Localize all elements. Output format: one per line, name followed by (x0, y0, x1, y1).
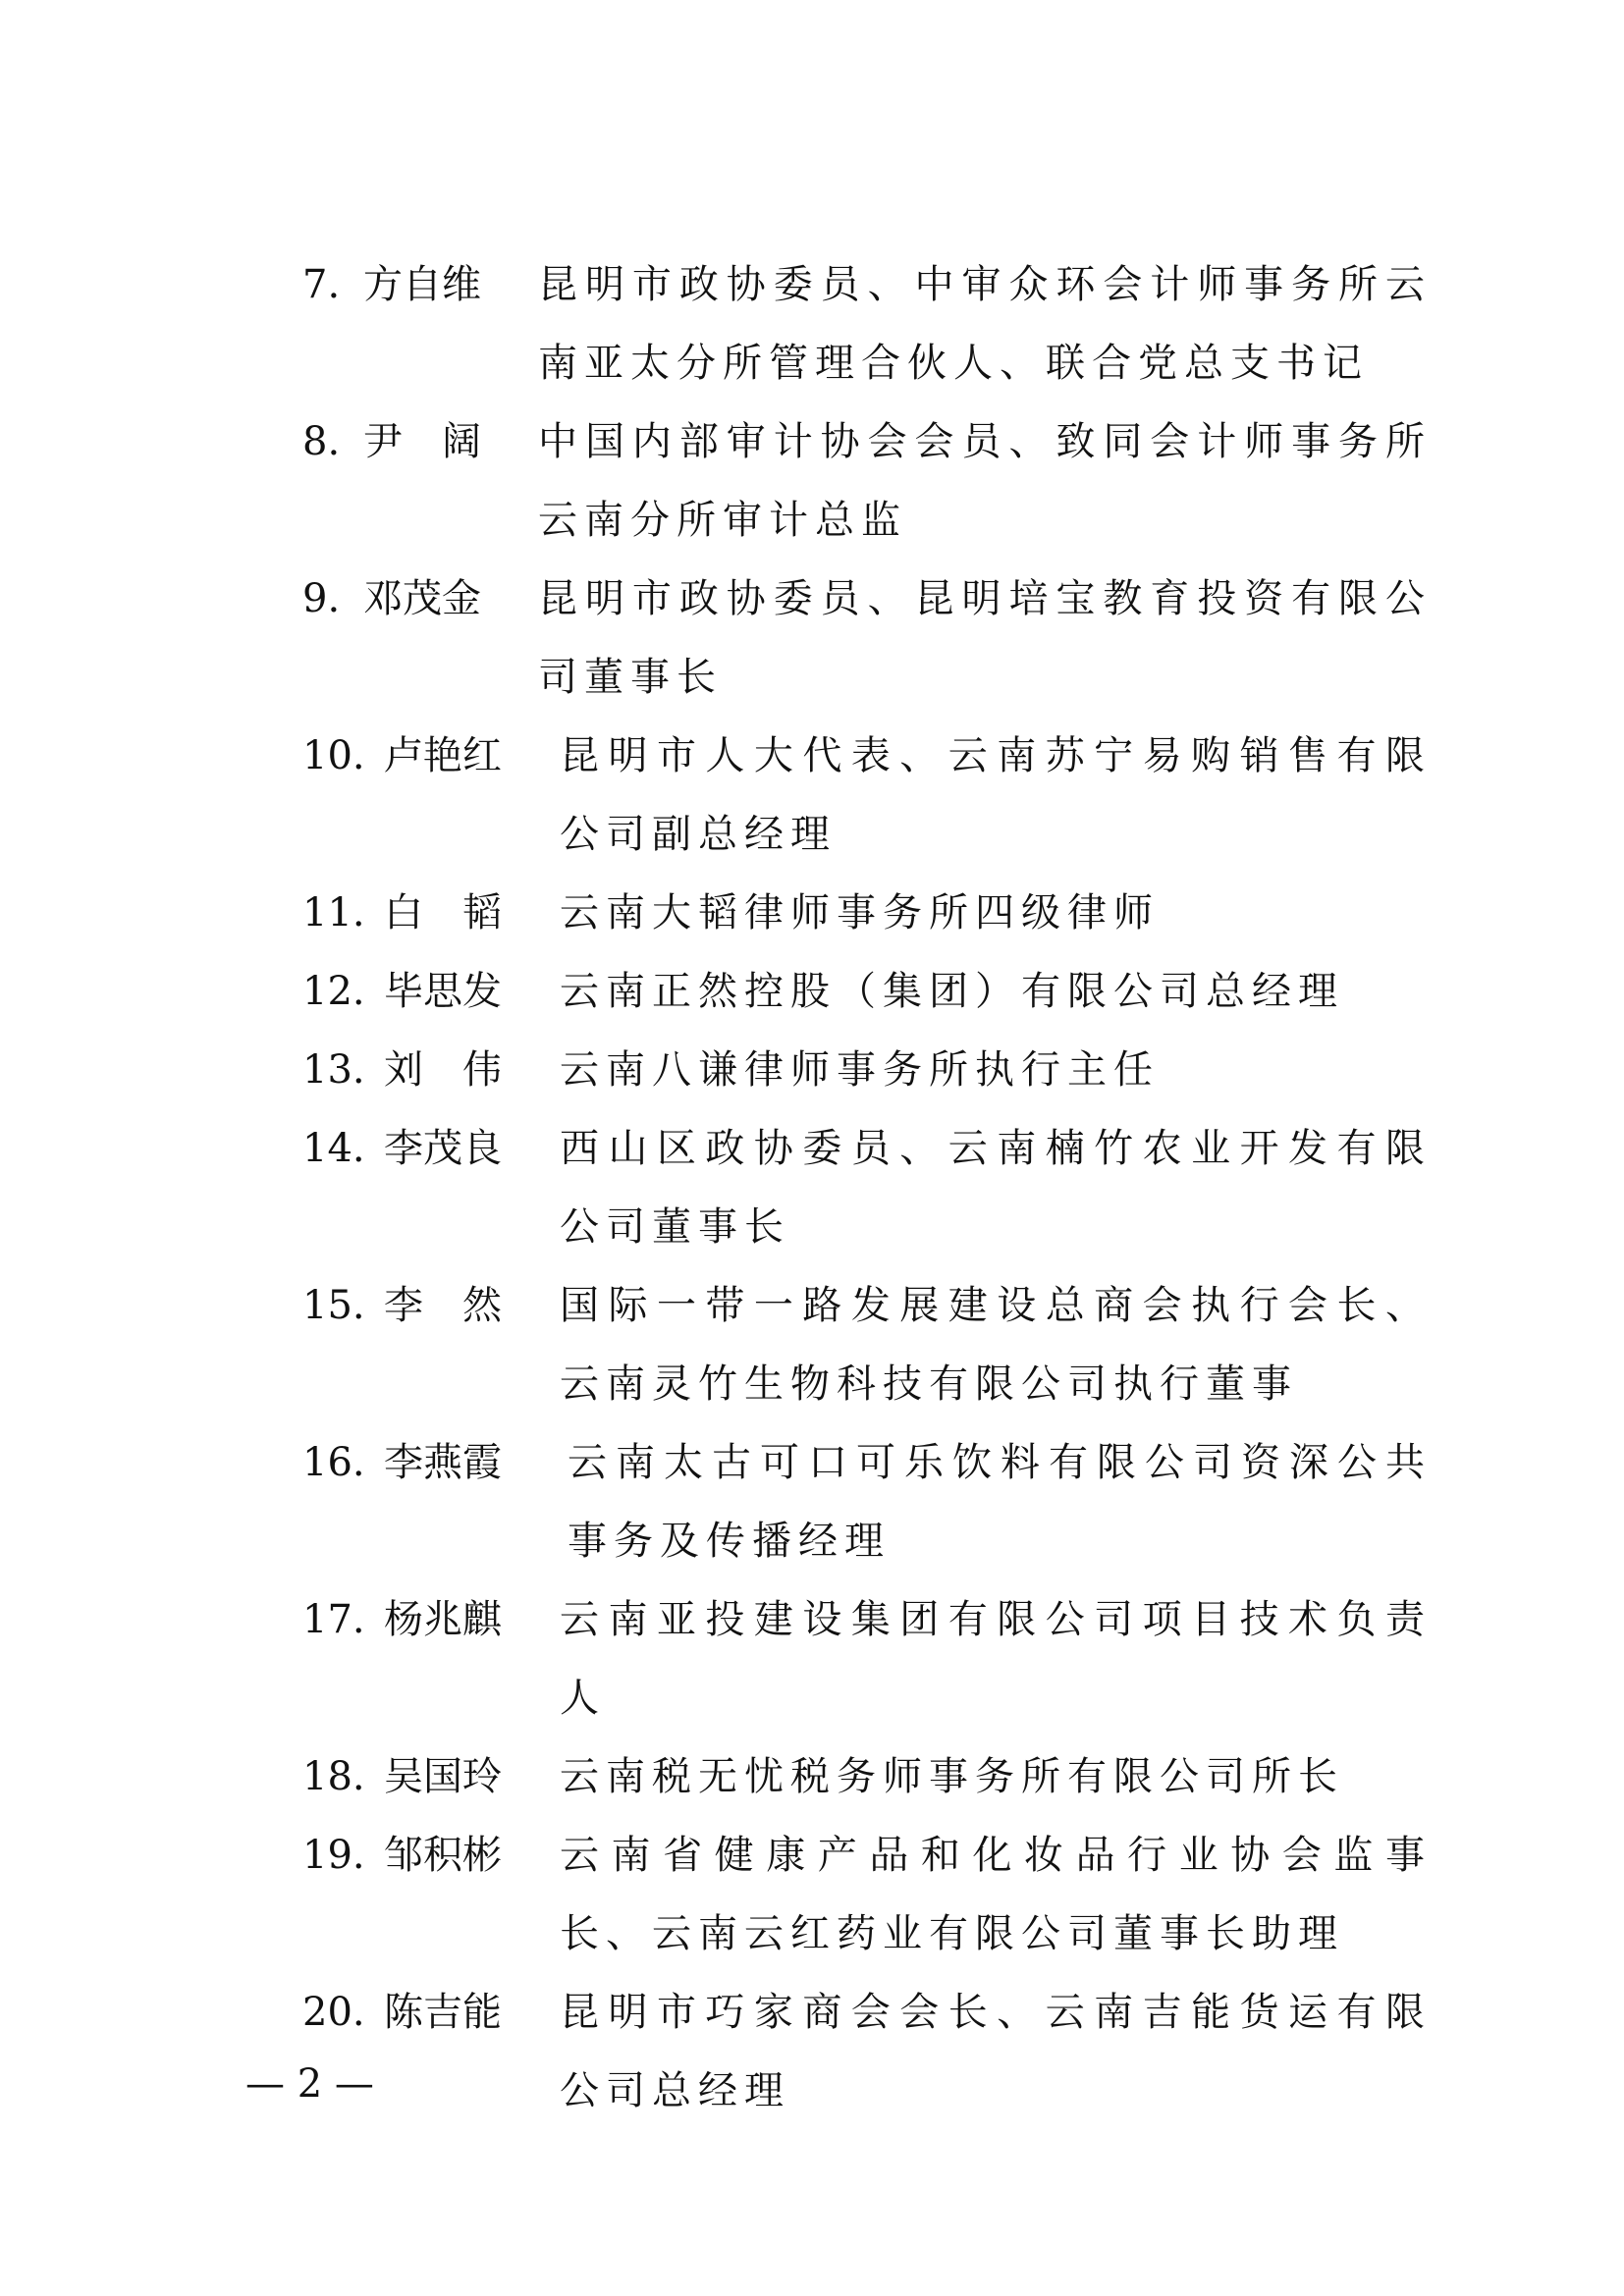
entry-description: 昆明市人大代表、云南苏宁易购销售有限公司副总经理 (560, 733, 1432, 857)
entry-name: 吴国玲 (384, 1754, 502, 1799)
entry-description: 国际一带一路发展建设总商会执行会长、云南灵竹生物科技有限公司执行董事 (560, 1283, 1432, 1407)
list-item (302, 874, 1432, 952)
entry-description: 昆明市巧家商会会长、云南吉能货运有限公司总经理 (560, 1990, 1432, 2113)
entry-description: 云南亚投建设集团有限公司项目技术负责人 (560, 1597, 1432, 1721)
list-item (302, 1816, 1432, 1973)
entry-name: 杨兆麒 (384, 1597, 502, 1642)
entry-name: 刘 伟 (384, 1047, 502, 1093)
list-item (302, 1423, 1432, 1580)
entry-name: 方自维 (363, 262, 481, 307)
list-item (302, 402, 1432, 560)
entry-description: 昆明市政协委员、昆明培宝教育投资有限公司董事长 (538, 576, 1432, 700)
entry-description: 昆明市政协委员、中审众环会计师事务所云南亚太分所管理合伙人、联合党总支书记 (538, 262, 1432, 386)
entry-description: 云南八谦律师事务所执行主任 (560, 1047, 1160, 1093)
entry-name: 陈吉能 (384, 1990, 502, 2035)
entry-description: 云南正然控股（集团）有限公司总经理 (560, 969, 1344, 1014)
entry-number: 12. (302, 969, 365, 1014)
entry-description: 云南太古可口可乐饮料有限公司资深公共事务及传播经理 (568, 1440, 1432, 1564)
entry-number: 18. (302, 1754, 365, 1799)
list-item (302, 245, 1432, 402)
entry-description: 西山区政协委员、云南楠竹农业开发有限公司董事长 (560, 1126, 1432, 1250)
list-item (302, 952, 1432, 1031)
list-item (302, 717, 1432, 874)
entry-number: 13. (302, 1047, 365, 1093)
entry-number: 17. (302, 1597, 365, 1642)
entry-description: 云南省健康产品和化妆品行业协会监事长、云南云红药业有限公司董事长助理 (560, 1833, 1432, 1956)
entry-description: 云南税无忧税务师事务所有限公司所长 (560, 1754, 1344, 1799)
entry-name: 白 韬 (384, 890, 502, 935)
entry-name: 尹 阔 (363, 419, 481, 464)
list-item (302, 1031, 1432, 1109)
entry-name: 卢艳红 (384, 733, 502, 778)
entry-number: 16. (302, 1440, 365, 1485)
entry-number: 19. (302, 1833, 365, 1878)
entry-number: 8. (302, 419, 341, 464)
list-item (302, 1737, 1432, 1816)
list-item (302, 1973, 1432, 2130)
entry-number: 9. (302, 576, 341, 621)
entry-number: 7. (302, 262, 341, 307)
entry-name: 李茂良 (384, 1126, 502, 1171)
entry-description: 中国内部审计协会会员、致同会计师事务所云南分所审计总监 (538, 419, 1432, 543)
entry-name: 邹积彬 (384, 1833, 502, 1878)
entry-name: 毕思发 (384, 969, 502, 1014)
page-number: — 2 — (245, 2061, 374, 2107)
entry-number: 15. (302, 1283, 365, 1328)
entry-number: 10. (302, 733, 365, 778)
entry-name: 邓茂金 (363, 576, 481, 621)
entry-number: 11. (302, 890, 365, 935)
entry-description: 云南大韬律师事务所四级律师 (560, 890, 1160, 935)
list-item (302, 560, 1432, 717)
member-list (302, 245, 1432, 2130)
list-item (302, 1580, 1432, 1737)
list-item (302, 1109, 1432, 1266)
list-item (302, 1266, 1432, 1423)
entry-name: 李 然 (384, 1283, 502, 1328)
entry-name: 李燕霞 (384, 1440, 502, 1485)
entry-number: 14. (302, 1126, 365, 1171)
entry-number: 20. (302, 1990, 365, 2035)
